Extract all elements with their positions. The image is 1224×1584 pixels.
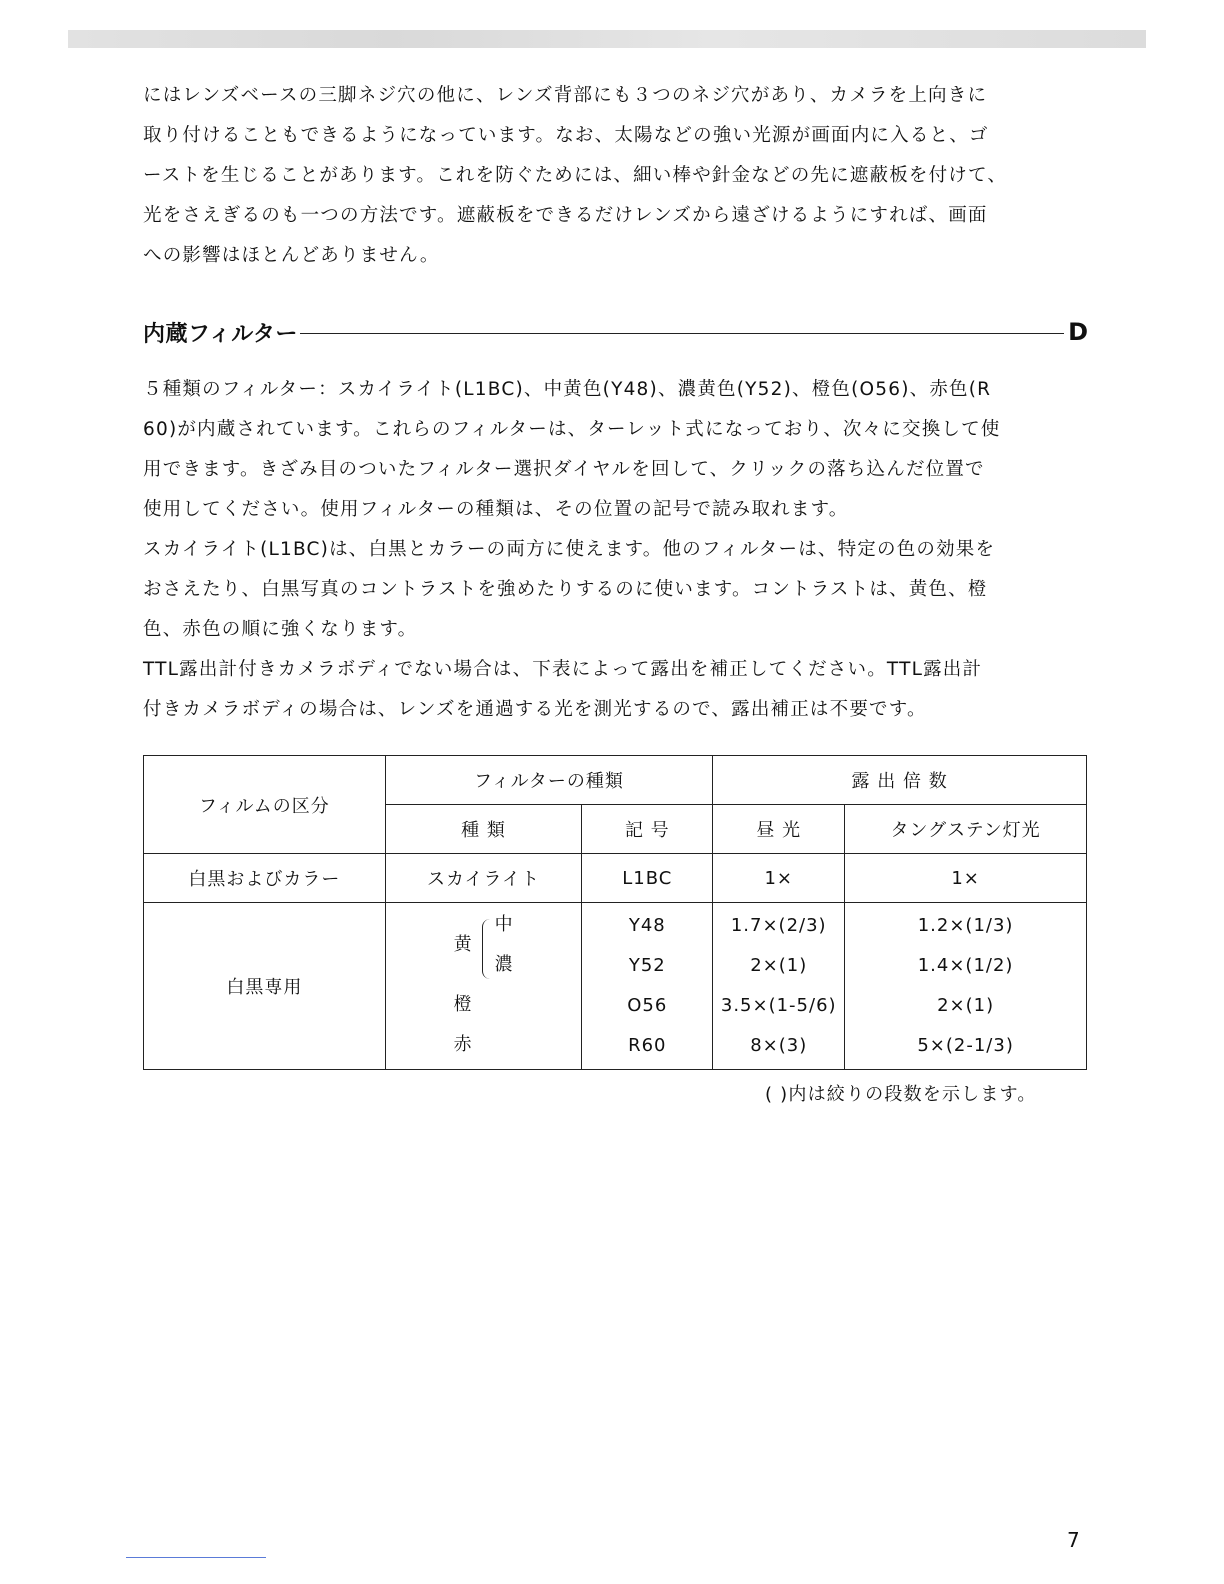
kind-yellow: 黄	[453, 934, 473, 955]
code-value: O56	[627, 995, 668, 1016]
table-row	[144, 903, 1087, 1070]
cell-code: L1BC	[582, 854, 713, 903]
cell-codes	[582, 903, 713, 1070]
kind-orange: 橙	[453, 994, 473, 1015]
daylight-value: 2×(1)	[750, 955, 808, 976]
header-exposure-factor: 露 出 倍 数	[713, 756, 1087, 805]
cell-film-bw: 白黒専用	[144, 903, 386, 1070]
heading-rule	[300, 333, 1064, 334]
text-line: ーストを生じることがあります。これを防ぐためには、細い棒や針金などの先に遮蔽板を付けて、	[143, 165, 1008, 186]
cell-kind-group	[385, 903, 582, 1070]
tungsten-value: 5×(2-1/3)	[917, 1035, 1014, 1056]
text-line: 光をさえぎるのも一つの方法です。遮蔽板をできるだけレンズから遠ざけるようにすれば、画面	[143, 205, 988, 226]
text-line: 付きカメラボディの場合は、レンズを通過する光を測光するので、露出補正は不要です。	[143, 699, 927, 720]
text-line: 60)が内蔵されています。これらのフィルターは、ターレット式になっており、次々に交換して使	[143, 419, 1001, 440]
kind-yellow-deep: 濃	[494, 954, 514, 975]
section-title: 内蔵フィルター	[143, 321, 298, 347]
daylight-value: 1.7×(2/3)	[730, 915, 827, 936]
header-film: フィルムの区分	[144, 756, 386, 854]
scan-edge-band	[68, 30, 1146, 48]
code-value: Y48	[628, 915, 666, 936]
code-value: R60	[628, 1035, 667, 1056]
daylight-value: 3.5×(1-5/6)	[720, 995, 837, 1016]
section-heading	[143, 312, 1088, 352]
text-line: ５種類のフィルター：スカイライト(L1BC)、中黄色(Y48)、濃黄色(Y52)、橙色(O56)、赤色(R	[143, 379, 992, 400]
header-filter-type: フィルターの種類	[385, 756, 713, 805]
kind-yellow-mid: 中	[494, 914, 514, 935]
section-mark: D	[1068, 318, 1088, 346]
text-line: 色、赤色の順に強くなります。	[143, 619, 418, 640]
cell-tungsten: 1×	[845, 854, 1087, 903]
text-line: スカイライト(L1BC)は、白黒とカラーの両方に使えます。他のフィルターは、特定の色の効果を	[143, 539, 996, 560]
tungsten-value: 1.2×(1/3)	[917, 915, 1014, 936]
tungsten-value: 2×(1)	[937, 995, 995, 1016]
cell-daylight: 1×	[713, 854, 845, 903]
text-line: にはレンズベースの三脚ネジ穴の他に、レンズ背部にも３つのネジ穴があり、カメラを上向きに	[143, 85, 988, 106]
text-line: おさえたり、白黒写真のコントラストを強めたりするのに使います。コントラストは、黄色、橙	[143, 579, 988, 600]
brace-symbol	[482, 919, 493, 979]
filter-paragraph	[143, 370, 1093, 730]
cell-daylight-values	[713, 903, 845, 1070]
header-kind: 種 類	[385, 805, 582, 854]
text-line: 用できます。きざみ目のついたフィルター選択ダイヤルを回して、クリックの落ち込んだ位置で	[143, 459, 985, 480]
text-line: TTL露出計付きカメラボディでない場合は、下表によって露出を補正してください。TTL露出計	[143, 659, 983, 680]
header-code: 記 号	[582, 805, 713, 854]
cell-tungsten-values	[845, 903, 1087, 1070]
tungsten-value: 1.4×(1/2)	[917, 955, 1014, 976]
filter-exposure-table	[143, 755, 1087, 1070]
page-number: 7	[1067, 1528, 1080, 1552]
table-footnote: ( )内は絞りの段数を示します。	[765, 1084, 1037, 1105]
header-daylight: 昼 光	[713, 805, 845, 854]
text-line: への影響はほとんどありません。	[143, 245, 440, 266]
intro-paragraph	[143, 76, 1093, 276]
daylight-value: 8×(3)	[750, 1035, 808, 1056]
header-tungsten: タングステン灯光	[845, 805, 1087, 854]
cell-film: 白黒およびカラー	[144, 854, 386, 903]
text-line: 取り付けることもできるようになっています。なお、太陽などの強い光源が画面内に入ると、ゴ	[143, 125, 989, 146]
cell-kind: スカイライト	[385, 854, 582, 903]
text-line: 使用してください。使用フィルターの種類は、その位置の記号で読み取れます。	[143, 499, 849, 520]
scan-artifact-line	[126, 1557, 266, 1558]
kind-red: 赤	[453, 1034, 473, 1055]
table-row	[144, 854, 1087, 903]
code-value: Y52	[628, 955, 666, 976]
